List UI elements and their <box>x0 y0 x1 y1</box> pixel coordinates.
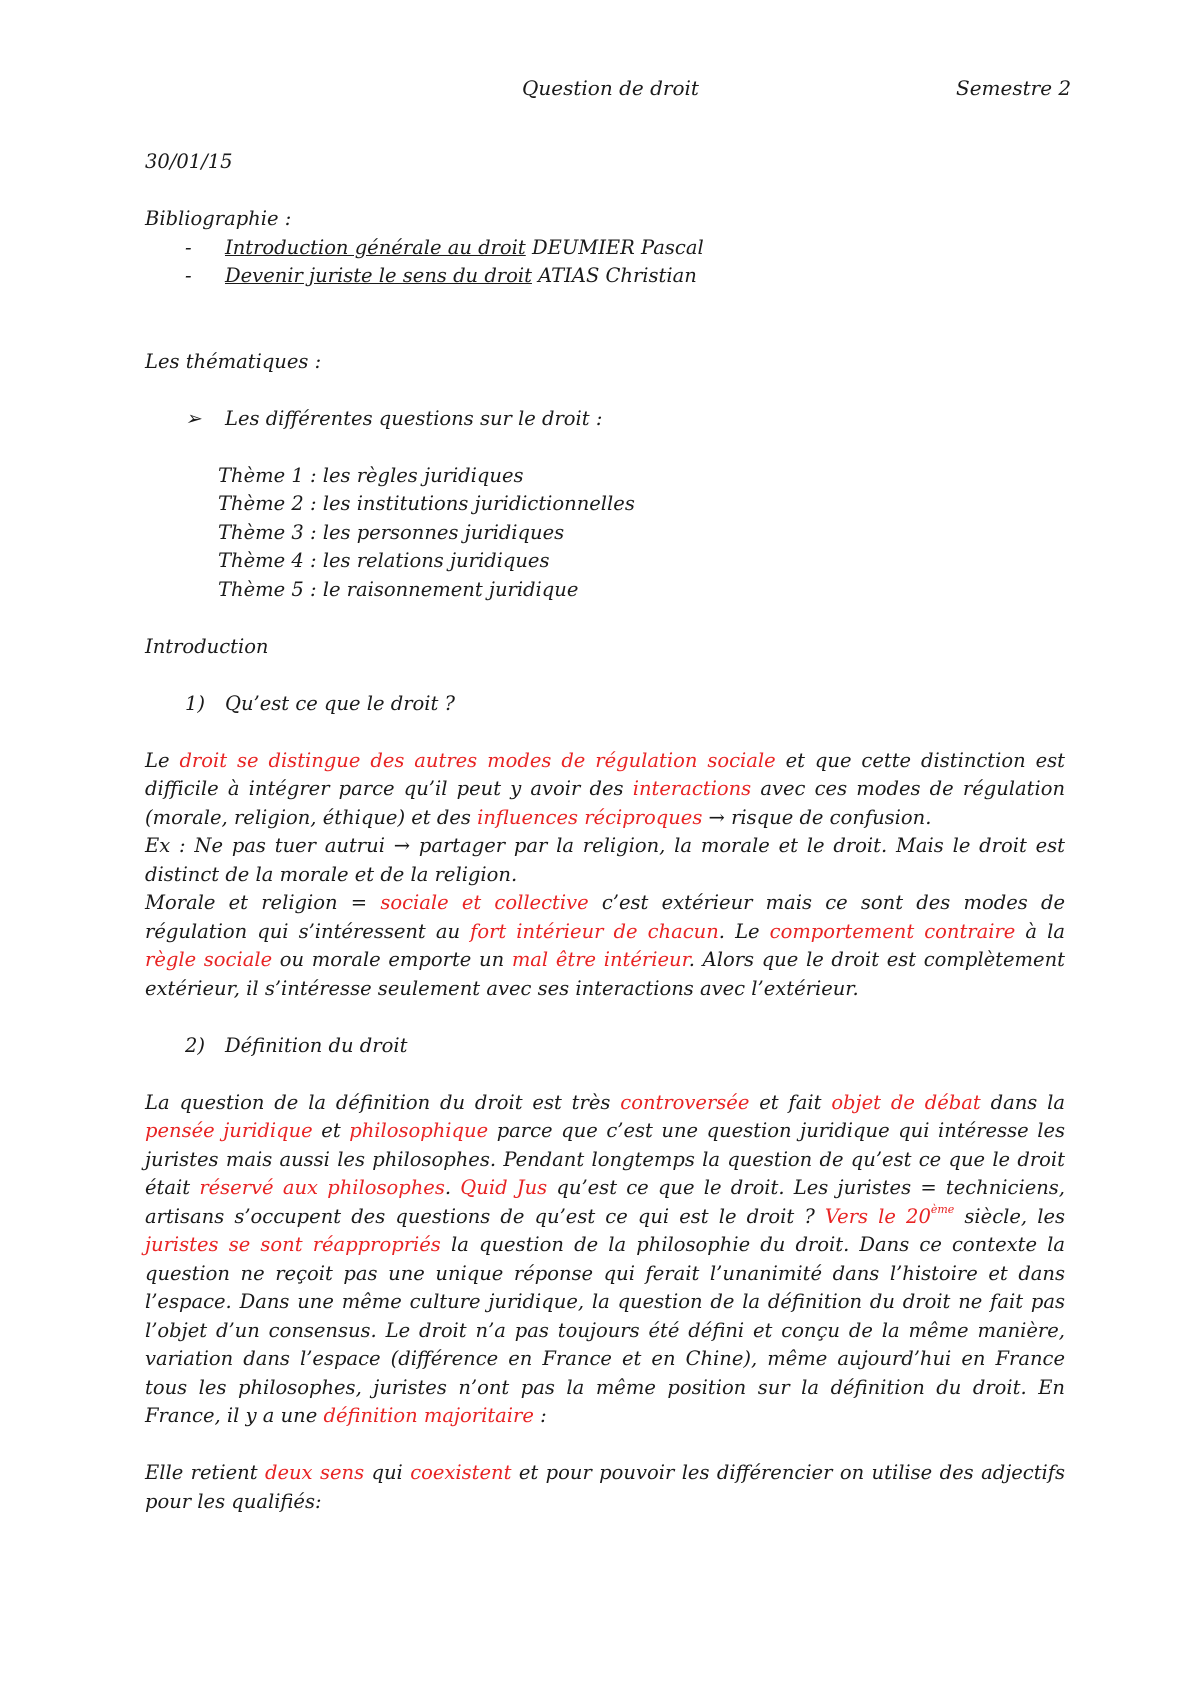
text-line: La question de la définition du droit est très controversée et fait objet de débat dans la <box>145 1090 1066 1114</box>
date: 30/01/15 <box>145 150 233 173</box>
text-line: artisans s’occupent des questions de qu’est ce qui est le droit ? Vers le 20ème siècle, les <box>145 1202 1065 1228</box>
themes-heading: Les thématiques : <box>145 349 322 373</box>
section-number: 1) <box>185 691 206 715</box>
text-line: France, il y a une définition majoritaire : <box>145 1404 547 1427</box>
theme-item: Thème 1 : les règles juridiques <box>218 463 524 487</box>
text-line: variation dans l’espace (différence en France et en Chine), même aujourd’hui en France <box>145 1347 1065 1370</box>
text-line: juristes se sont réappropriés la question de la philosophie du droit. Dans ce contexte la <box>145 1233 1065 1256</box>
dash-bullet: - <box>185 264 192 287</box>
theme-item: Thème 2 : les institutions juridictionnelles <box>218 492 635 515</box>
paragraph-two-senses <box>145 1459 1065 1516</box>
introduction-heading: Introduction <box>145 634 269 658</box>
theme-item: Thème 4 : les relations juridiques <box>218 549 550 572</box>
text-line: Elle retient deux sens qui coexistent et pour pouvoir les différencier on utilise des adjectifs <box>145 1461 1065 1484</box>
text-line: pensée juridique et philosophique parce que c’est une question juridique qui intéresse les <box>145 1119 1065 1142</box>
section-title: Qu’est ce que le droit ? <box>225 691 456 715</box>
text-line: Ex : Ne pas tuer autrui → partager par la religion, la morale et le droit. Mais le droit est <box>145 834 1065 857</box>
text-line: Morale et religion = sociale et collective c’est extérieur mais ce sont des modes de <box>145 891 1065 914</box>
text-line: tous les philosophes, juristes n’ont pas la même position sur la définition du droit. En <box>145 1375 1065 1399</box>
theme-item: Thème 5 : le raisonnement juridique <box>218 577 579 601</box>
text-line: pour les qualifiés: <box>145 1489 322 1513</box>
book-title: Introduction générale au droit <box>225 235 526 259</box>
text-line: distinct de la morale et de la religion. <box>145 862 518 886</box>
text-line: (morale, religion, éthique) et des influences réciproques → risque de confusion. <box>145 805 932 829</box>
text-line: juristes mais aussi les philosophes. Pendant longtemps la question de qu’est ce que le droit <box>145 1147 1065 1171</box>
text-line: règle sociale ou morale emporte un mal être intérieur. Alors que le droit est complètement <box>145 948 1065 971</box>
bibliography-item <box>145 234 1065 263</box>
themes-bullet-text: Les différentes questions sur le droit : <box>225 406 603 430</box>
text-line: l’espace. Dans une même culture juridique, la question de la définition du droit ne fait pas <box>145 1290 1065 1313</box>
section-number: 2) <box>185 1033 206 1057</box>
text-line: régulation qui s’intéressent au fort intérieur de chacun. Le comportement contraire à la <box>145 919 1065 943</box>
bibliography-item <box>145 262 1065 291</box>
book-title: Devenir juriste le sens du droit <box>225 264 532 287</box>
text-line: extérieur, il s’intéresse seulement avec ses interactions avec l’extérieur. <box>145 976 859 1000</box>
section-2-heading <box>145 1032 1065 1061</box>
paragraph-definition <box>145 1089 1065 1431</box>
text-line: Le droit se distingue des autres modes de régulation sociale et que cette distinction est <box>145 748 1065 772</box>
text-line: question ne reçoit pas une unique réponse qui ferait l’unanimité dans l’histoire et dans <box>145 1261 1065 1285</box>
paragraph-distinction <box>145 747 1065 1004</box>
theme-item: Thème 3 : les personnes juridiques <box>218 520 565 544</box>
header-semester: Semestre 2 <box>956 76 1072 100</box>
themes-bullet-line <box>145 405 1065 434</box>
header-title: Question de droit <box>522 76 699 100</box>
bibliography-heading: Bibliographie : <box>145 207 292 230</box>
text-line: était réservé aux philosophes. Quid Jus qu’est ce que le droit. Les juristes = techniciens, <box>145 1176 1065 1199</box>
document-body <box>145 148 1065 1516</box>
book-author: ATIAS Christian <box>531 264 697 287</box>
arrow-bullet-icon: ➢ <box>185 406 202 430</box>
dash-bullet: - <box>185 235 192 259</box>
text-line: l’objet d’un consensus. Le droit n’a pas toujours été défini et conçu de la même manière, <box>145 1318 1065 1342</box>
text-line: difficile à intégrer parce qu’il peut y avoir des interactions avec ces modes de régulation <box>145 777 1066 800</box>
section-1-heading <box>145 690 1065 719</box>
section-title: Définition du droit <box>225 1033 408 1057</box>
book-author: DEUMIER Pascal <box>525 235 704 259</box>
